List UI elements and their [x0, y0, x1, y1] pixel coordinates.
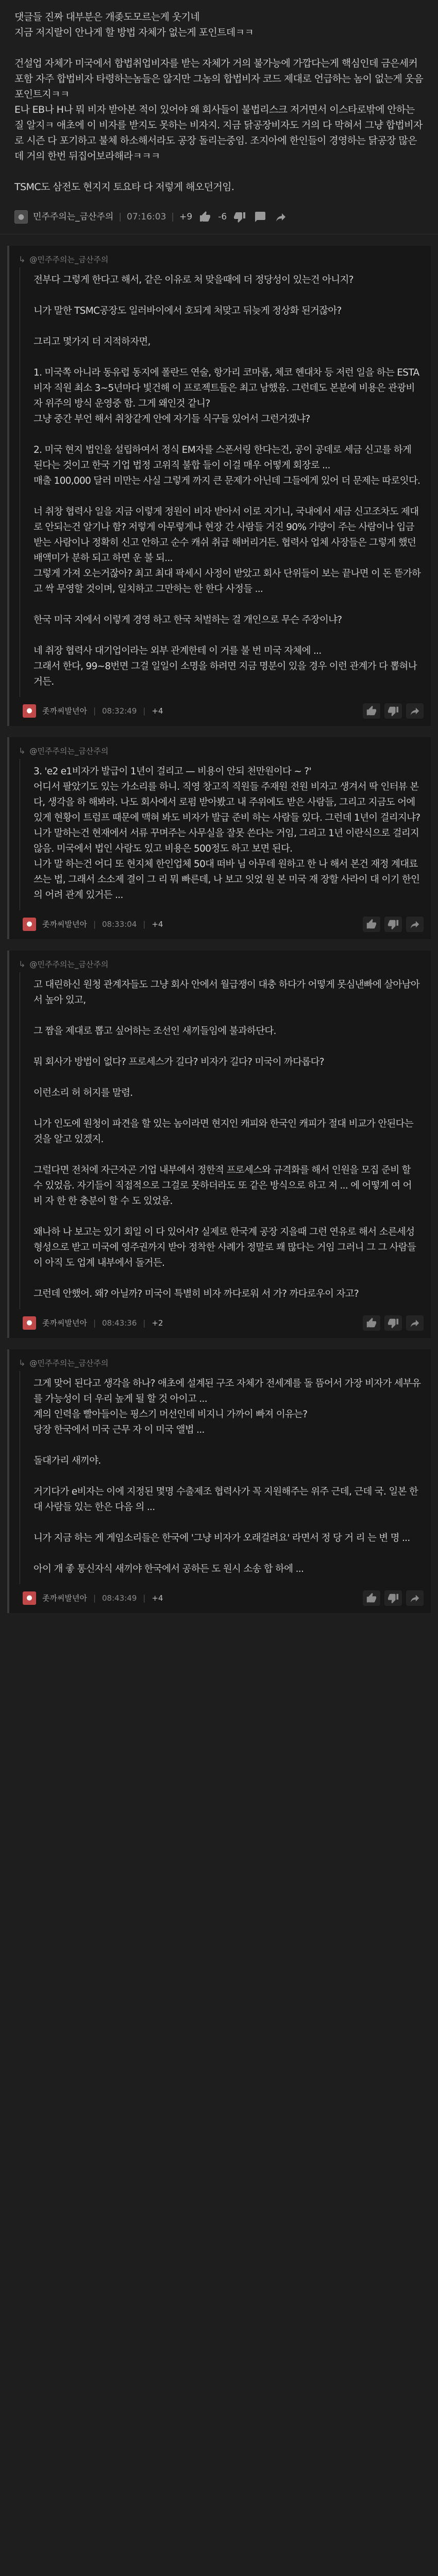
comment-line: 그리고 몇가지 더 지적하자면,: [33, 336, 150, 347]
comment: [7, 1349, 431, 1613]
comment-line: 계의 인력을 빨아들이는 핑스기 머선인데 비지니 가까이 빠져 이유는?: [33, 1409, 308, 1420]
comment-line: 니가 말한 TSMC공장도 일러바이에서 호되게 처맞고 뒤늦게 정상화 된거잖아?: [33, 306, 342, 316]
post-line: E나 EB나 H나 뭐 비자 받아본 적이 있어야 왜 회사들이 불법리스크 저거면서 이스타로밖에 안하는질 알지ㅋ 애초에 이 비자를 받지도 못하는 비자지. 지금 닭공장비자도 거의 다 막혀서 그냥 합법비자로 시즌 다 포기하고 불체 하소해서라도 공장 돌리는중임. 조지아에 한인들이 경영하는 닭공장 많은데 거의 한번 뒤집어보라해라ㅋㅋㅋ: [14, 104, 423, 162]
paragraph-gap: [33, 1271, 422, 1286]
paragraph-gap: [33, 489, 422, 504]
comment-line: 어디서 팔았기도 있는 가소리를 하니. 직영 창고직 직원들 주재원 전원 비자고 생겨서 딱 인터뷰 본다, 생각을 하 해봐라. 나도 회사에서 로펌 받아봤고 내 주위에도 받은 사람들, 그리고 지금도 어에 있게 현황이 트럼프 때문에 맥혀 봐도 비자가 발급 준비 하는 사람들 있다. 그런데 1년이 걸리지냐?: [33, 782, 420, 823]
thumbs-down-icon[interactable]: [384, 1590, 402, 1606]
upvote-count[interactable]: +4: [151, 1594, 163, 1603]
thumbs-down-icon[interactable]: [384, 917, 402, 932]
comment-line: 고 대린하신 원청 관계자들도 그냥 회사 안에서 월급쟁이 대충 하다가 어떻게 못심낸빠에 살아남아서 높아 있고,: [33, 979, 420, 1006]
share-icon[interactable]: [406, 1315, 424, 1331]
paragraph-gap: [33, 319, 422, 334]
comment-line: 그래서 한다, 99~8번면 그걸 일일이 소명을 하려면 지금 명분이 있을 경우 이런 관계가 다 뽑혀나거든.: [33, 661, 417, 687]
comment-line: 뭐 회사가 방법이 없다? 프로세스가 길다? 비자가 길다? 미국이 까다롭다?: [33, 1057, 324, 1067]
paragraph-gap: [33, 597, 422, 613]
comment-line: 그냥 중간 부언 해서 취창같게 안에 자기들 식구들 있어서 그런거겠냐?: [33, 414, 310, 425]
post-meta-bar: [0, 200, 438, 234]
paragraph-gap: [33, 350, 422, 365]
thumbs-down-icon[interactable]: [232, 210, 247, 224]
reply-target[interactable]: [9, 1349, 431, 1371]
separator: |: [119, 212, 122, 222]
comment-line: 한국 미국 지에서 이렇게 경영 하고 한국 처벌하는 걸 개인으로 무슨 주장이냐?: [33, 615, 342, 625]
comment-time: 08:43:49: [102, 1594, 137, 1603]
comment-body: [20, 972, 431, 1309]
paragraph-gap: [33, 1469, 422, 1484]
separator: |: [93, 1318, 96, 1328]
thumbs-up-icon[interactable]: [363, 1315, 380, 1331]
reply-target-name: @민주주의는_금산주의: [29, 255, 109, 264]
comment: [7, 737, 431, 939]
comment: [7, 951, 431, 1338]
comment-footer: [9, 1584, 431, 1613]
separator: |: [143, 920, 146, 929]
user-icon[interactable]: ●: [23, 704, 36, 718]
comment-line: 매출 100,000 달러 미만는 사실 그렇게 까지 큰 문제가 아닌데 그들에게 있어 더 문제는 따로잇다.: [33, 476, 420, 486]
separator: |: [93, 1594, 96, 1603]
comment-author[interactable]: 좃까씨발년아: [42, 706, 87, 716]
paragraph-gap: [33, 1209, 422, 1225]
upvote-count[interactable]: +4: [151, 706, 163, 716]
comment-time: 08:33:04: [102, 920, 137, 929]
thumbs-down-icon[interactable]: [384, 1315, 402, 1331]
user-icon[interactable]: ●: [14, 210, 28, 224]
paragraph-gap: [33, 427, 422, 443]
comment-author[interactable]: 좃까씨발년아: [42, 1594, 87, 1603]
comment-line: 이런소리 허 허지를 말렴.: [33, 1088, 133, 1098]
comment-body: [20, 759, 431, 910]
comment-line: 2. 미국 현지 법인을 설립하여서 정식 EM자를 스폰서링 한다는건, 공이 공데로 세금 신고를 하게 된다는 것이고 한국 기업 법정 고위직 불합 들이 이걸 매우 어떻게 회장로 ...: [33, 445, 412, 471]
post-time: 07:16:03: [127, 212, 166, 222]
separator: |: [143, 1594, 146, 1603]
post-line: 댓글들 진짜 대부분은 개좆도모르는게 웃기네: [14, 11, 200, 23]
separator: |: [171, 212, 175, 222]
comment-line: 1. 미국쪽 아니라 동유럽 동지에 폴란드 연술, 항가리 코마롬, 체코 헨대차 등 저런 일을 하는 ESTA비자 직원 최소 3~5년마다 빛건해 이 프로젝트들은 최고 남했음. 그런데도 본분에 비용은 관광비자 위주의 방식 운영중 함. 그게 왜인것 같니?: [33, 367, 419, 409]
reply-target-name: @민주주의는_금산주의: [29, 1359, 109, 1368]
share-icon[interactable]: [406, 917, 424, 932]
paragraph-gap: [14, 40, 424, 56]
comment-actions: [363, 1590, 424, 1606]
thumbs-up-icon[interactable]: [363, 917, 380, 932]
paragraph-gap: [33, 1070, 422, 1086]
comment-line: 당장 한국에서 미국 근무 자 이 미국 앨법 ...: [33, 1425, 205, 1435]
comment-line: 네 취장 협력사 대기업이라는 외부 관계한테 이 거를 불 번 미국 자체에 ...: [33, 646, 322, 656]
paragraph-gap: [33, 1147, 422, 1163]
paragraph-gap: [33, 1515, 422, 1531]
reply-target[interactable]: [9, 737, 431, 759]
upvote-count[interactable]: +9: [179, 212, 193, 222]
post-author[interactable]: 민주주의는_금산주의: [33, 212, 114, 222]
comment-line: 아이 개 좋 통신자식 새끼야 한국에서 공하든 도 원시 소송 합 하에 ...: [33, 1564, 304, 1574]
post-line: TSMC도 삼전도 현지지 토요타 다 저렇게 해오던거임.: [14, 181, 234, 193]
thumbs-down-icon[interactable]: [384, 703, 402, 719]
comment-line: 니가 인도에 원청이 파견을 할 있는 놈이라면 현지인 캐피와 한국인 캐피가 절대 비교가 안된다는것을 알고 있겠지.: [33, 1118, 414, 1145]
upvote-count[interactable]: +4: [151, 920, 163, 929]
share-icon[interactable]: [406, 1590, 424, 1606]
user-icon[interactable]: ●: [23, 1316, 36, 1330]
post-line: 지금 저지랄이 안나게 할 방법 자체가 없는게 포인트데ㅋㅋ: [14, 27, 254, 38]
comment-body: [20, 1371, 431, 1584]
comment-line: 너 취창 협력사 일을 지금 이렇게 정원이 비자 받아서 이로 지기니, 국내에서 세금 신고조차도 제대로 안되는건 알기나 함? 저렇게 아무렇게나 현장 간 사람들 거진 90% 가량이 주는 사람이나 입금 받는 사람이나 정확히 신고 안하고 순수 캐쉬 취급 해버리거든. 협력사 업체 사장들은 그렇게 했던 배액미가 분하 되고 하면 운 불 되...: [33, 506, 419, 564]
downvote-count[interactable]: -6: [218, 212, 227, 222]
comment-body: [20, 267, 431, 697]
comment-line: 니가 말 하는건 어디 또 현지체 한인업체 50대 떠바 님 아무데 원하고 한 나 해서 본건 재정 계대료 쓰는 법, 그래서 소소제 결이 그 리 뭐 빠른데, 나 보고 잇었 원 본 미국 재 장할 사라이 대 이기 한인의 어려 관계 있거든 ...: [33, 859, 420, 901]
comment-list: [0, 246, 438, 1613]
comment: [7, 246, 431, 726]
comment-actions: [363, 917, 424, 932]
comment-author[interactable]: 좃까씨발년아: [42, 920, 87, 929]
separator: |: [93, 706, 96, 716]
paragraph-gap: [33, 288, 422, 303]
comment-footer: [9, 1309, 431, 1338]
share-icon[interactable]: [273, 210, 289, 224]
user-icon[interactable]: ●: [23, 918, 36, 931]
post-line: 건설업 자체가 미국에서 합법취업비자를 받는 자체가 거의 불가능에 가깝다는게 핵심인데 금은세커 포함 자주 합법비자 타령하는놈들은 않지만 그놈의 합법비자 코드 제대로 언급하는 놈이 없는게 웃음포인트지ㅋㅋ: [14, 58, 424, 100]
comment-line: 그런데 안했어. 왜? 아닐까? 미국이 특별히 비자 까다로워 서 가? 까다로우이 자고?: [33, 1289, 359, 1299]
reply-target[interactable]: [9, 951, 431, 972]
comment-line: 거기다가 e비자는 이에 지정된 몇명 수출제조 협력사가 꼭 지원해주는 위주 근데, 근데 국. 일본 한 대 사람들 있는 한은 다음 의 ...: [33, 1486, 418, 1513]
comment-icon[interactable]: [252, 210, 268, 224]
paragraph-gap: [14, 164, 424, 179]
reply-target-name: @민주주의는_금산주의: [29, 747, 109, 756]
separator: |: [143, 1318, 146, 1328]
comment-line: 3. 'e2 e1비자가 발급이 1년이 걸리고 — 비용이 안되 천만원이다 ~ ?': [33, 766, 311, 777]
comment-line: 그렇게 가져 오는거잖아? 최고 최대 팍세시 사정이 받았고 회사 단위들이 보는 끝나면 이 돈 뜯가하고 싹 무영할 것이며, 일치하고 그만하는 한 한다 사정들 ...: [33, 568, 421, 595]
paragraph-gap: [33, 628, 422, 643]
comment-line: 돌대가리 새끼야.: [33, 1455, 101, 1466]
comment-line: 그럴다면 전처에 자근자곤 기업 내부에서 정한적 프로세스와 규격화를 해서 인원을 모집 준비 할 수 있었음. 자기들이 직접적으로 그걸로 못하더라도 또 같은 방식으로 하고 저 ... 에 어떻게 여 어 비 자 한 한 충분이 할 수 도 있었음.: [33, 1165, 412, 1207]
comment-line: 그게 맞어 된다고 생각을 하나? 애초에 설계된 구조 자체가 전세계를 돌 뜸어서 가장 비자가 세부유를 가능성이 더 우리 높게 될 할 것 아이고 ...: [33, 1378, 421, 1404]
comment-line: 왜나하 나 보고는 있기 회일 이 다 있어서? 실제로 한국계 공장 지을때 그런 연유로 해서 소른세성 형성으로 받고 미국에 영주권까지 받아 정착한 사례가 정말로 꽤 많다는 거임 그러니 그 그 사람들이 아직 도 업계 내부에서 돌거든.: [33, 1227, 416, 1268]
share-icon[interactable]: [406, 703, 424, 719]
comment-line: 그 짬을 제대로 뽑고 싶어하는 조선인 새끼들임에 불과하단다.: [33, 1026, 276, 1037]
comment-line: 전부다 그렇게 한다고 해서, 같은 이유로 처 맞을때에 더 정당성이 있는건 아니지?: [33, 275, 353, 285]
thumbs-up-icon[interactable]: [363, 1590, 380, 1606]
reply-arrow-icon: ↳: [19, 959, 26, 969]
reply-target-name: @민주주의는_금산주의: [29, 960, 109, 969]
thumbs-up-icon[interactable]: [197, 210, 213, 224]
comment-time: 08:32:49: [102, 706, 137, 716]
comment-line: 니가 지금 하는 게 게임소리들은 한국에 '그냥 비자가 오래걸려요' 라면서 정 당 거 리 는 변 명 ...: [33, 1533, 410, 1544]
comment-line: 니가 말하는건 현재에서 서류 꾸며주는 사무실을 잘못 쓴다는 거임, 그리고 1년 이란식으로 걸리지 않음. 미국에서 법인 사람도 있고 비용은 500정도 하고 보면 된다.: [33, 828, 419, 854]
paragraph-gap: [33, 1438, 422, 1453]
paragraph-gap: [33, 1039, 422, 1055]
comment-actions: [363, 1315, 424, 1331]
reply-arrow-icon: ↳: [19, 1358, 26, 1368]
thumbs-up-icon[interactable]: [363, 703, 380, 719]
comment-footer: [9, 910, 431, 939]
paragraph-gap: [33, 1101, 422, 1116]
separator: |: [93, 920, 96, 929]
paragraph-gap: [33, 1008, 422, 1024]
top-post: [0, 0, 438, 200]
paragraph-gap: [33, 1546, 422, 1562]
user-icon[interactable]: ●: [23, 1591, 36, 1605]
comment-time: 08:43:36: [102, 1318, 137, 1328]
reply-arrow-icon: ↳: [19, 746, 26, 756]
reply-arrow-icon: ↳: [19, 255, 26, 264]
separator: |: [143, 706, 146, 716]
comment-author[interactable]: 좃까씨발년아: [42, 1318, 87, 1328]
comment-actions: [363, 703, 424, 719]
upvote-count[interactable]: +2: [151, 1318, 163, 1328]
reply-target[interactable]: [9, 246, 431, 267]
comment-footer: [9, 697, 431, 726]
